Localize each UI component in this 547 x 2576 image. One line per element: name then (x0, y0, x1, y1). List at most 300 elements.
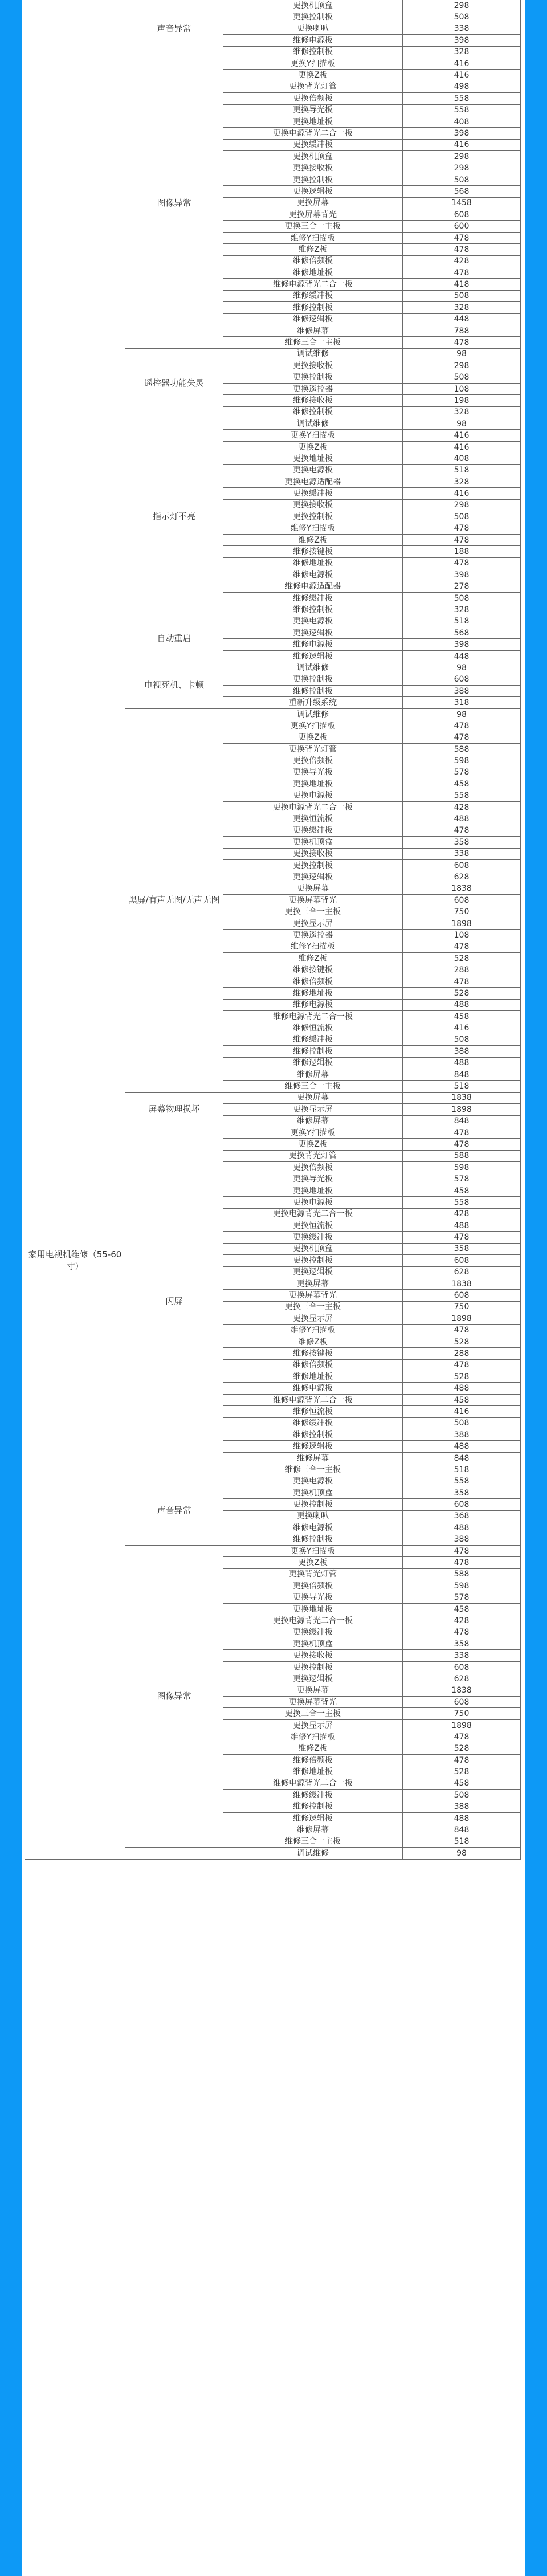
service-item-cell: 更换屏幕背光 (223, 1290, 403, 1301)
service-item-cell: 维修逻辑板 (223, 1057, 403, 1069)
service-item-cell: 更换控制板 (223, 1255, 403, 1266)
price-cell: 848 (403, 1069, 521, 1080)
category-cell (25, 0, 125, 662)
service-item-cell: 维修按键板 (223, 964, 403, 976)
price-cell: 488 (403, 1441, 521, 1452)
price-cell: 298 (403, 0, 521, 11)
price-cell: 1458 (403, 197, 521, 209)
price-cell: 1838 (403, 883, 521, 894)
service-item-cell: 维修Z板 (223, 1743, 403, 1754)
service-item-cell: 更换缓冲板 (223, 139, 403, 150)
price-cell: 478 (403, 1139, 521, 1150)
service-item-cell: 维修电源板 (223, 35, 403, 46)
service-item-cell: 更换三合一主板 (223, 906, 403, 918)
price-cell: 388 (403, 1429, 521, 1441)
price-cell: 416 (403, 70, 521, 81)
price-cell: 518 (403, 464, 521, 476)
service-item-cell: 更换机顶盒 (223, 837, 403, 848)
repair-price-table (25, 0, 521, 1860)
price-cell: 558 (403, 93, 521, 104)
price-cell: 1898 (403, 918, 521, 929)
price-cell: 338 (403, 848, 521, 859)
service-item-cell: 更换遥控器 (223, 930, 403, 941)
service-item-cell: 更换倍频板 (223, 93, 403, 104)
price-cell: 628 (403, 1673, 521, 1685)
price-sheet (22, 0, 525, 2576)
service-item-cell: 维修三合一主板 (223, 1836, 403, 1847)
service-item-cell: 维修接收板 (223, 395, 403, 406)
price-cell: 578 (403, 767, 521, 778)
fault-cell: 电视死机、卡顿 (125, 662, 223, 709)
service-item-cell: 更换Z板 (223, 441, 403, 453)
price-cell: 508 (403, 1417, 521, 1429)
service-item-cell: 更换倍频板 (223, 755, 403, 767)
price-cell: 558 (403, 790, 521, 801)
price-cell: 478 (403, 1127, 521, 1138)
price-cell: 416 (403, 58, 521, 69)
service-item-cell: 调试维修 (223, 1848, 403, 1859)
price-cell: 478 (403, 557, 521, 569)
service-item-cell: 更换电源板 (223, 1476, 403, 1487)
price-cell: 568 (403, 186, 521, 197)
service-item-cell: 维修屏幕 (223, 1069, 403, 1080)
price-cell: 508 (403, 11, 521, 23)
price-cell: 358 (403, 1487, 521, 1499)
price-cell: 408 (403, 453, 521, 464)
price-cell: 558 (403, 1197, 521, 1208)
service-item-cell: 更换电源背光二合一板 (223, 128, 403, 139)
price-cell: 398 (403, 128, 521, 139)
service-item-cell: 维修Z板 (223, 1336, 403, 1347)
fault-cell: 指示灯不亮 (125, 418, 223, 616)
service-item-cell: 更换控制板 (223, 11, 403, 23)
price-cell: 478 (403, 941, 521, 952)
price-cell: 608 (403, 859, 521, 871)
price-cell: 418 (403, 279, 521, 290)
price-cell: 488 (403, 1522, 521, 1534)
service-item-cell: 更换控制板 (223, 511, 403, 523)
price-cell: 488 (403, 1220, 521, 1232)
price-cell: 388 (403, 1534, 521, 1545)
price-cell: 508 (403, 1790, 521, 1801)
service-item-cell: 维修电源板 (223, 1383, 403, 1394)
fault-cell (125, 1848, 223, 1859)
service-item-cell: 更换三合一主板 (223, 221, 403, 232)
price-cell: 338 (403, 1650, 521, 1661)
price-cell: 298 (403, 151, 521, 162)
fault-cell: 自动重启 (125, 616, 223, 662)
service-item-cell: 更换机顶盒 (223, 1243, 403, 1254)
service-item-cell: 更换接收板 (223, 360, 403, 372)
service-item-cell: 更换背光灯管 (223, 1568, 403, 1580)
service-item-cell: 更换倍频板 (223, 1580, 403, 1592)
price-cell: 458 (403, 1603, 521, 1615)
service-item-cell: 更换倍频板 (223, 1162, 403, 1173)
service-item-cell: 维修电源适配器 (223, 581, 403, 592)
service-item-cell: 更换Y扫描板 (223, 720, 403, 732)
price-cell: 408 (403, 116, 521, 127)
price-cell: 1898 (403, 1719, 521, 1731)
price-cell: 478 (403, 732, 521, 743)
price-cell: 416 (403, 441, 521, 453)
service-item-cell: 维修电源板 (223, 999, 403, 1010)
service-item-cell: 更换缓冲板 (223, 1232, 403, 1243)
price-cell: 1838 (403, 1092, 521, 1103)
service-item-cell: 更换喇叭 (223, 1510, 403, 1522)
price-cell: 358 (403, 837, 521, 848)
service-item-cell: 维修地址板 (223, 1766, 403, 1778)
price-cell: 428 (403, 255, 521, 267)
service-item-cell: 更换逻辑板 (223, 1266, 403, 1278)
service-item-cell: 调试维修 (223, 708, 403, 720)
price-cell: 188 (403, 546, 521, 557)
price-cell: 478 (403, 1232, 521, 1243)
service-item-cell: 维修屏幕 (223, 1452, 403, 1464)
price-cell: 608 (403, 895, 521, 906)
service-item-cell: 更换屏幕背光 (223, 209, 403, 221)
service-item-cell: 更换控制板 (223, 1499, 403, 1510)
service-item-cell: 更换三合一主板 (223, 1301, 403, 1313)
table-row (25, 662, 521, 674)
price-cell: 298 (403, 499, 521, 511)
price-cell: 416 (403, 430, 521, 441)
price-cell: 558 (403, 104, 521, 116)
service-item-cell: 更换控制板 (223, 674, 403, 685)
service-item-cell: 调试维修 (223, 348, 403, 360)
service-item-cell: 更换接收板 (223, 848, 403, 859)
service-item-cell: 维修控制板 (223, 406, 403, 418)
price-cell: 398 (403, 569, 521, 581)
service-item-cell: 维修缓冲板 (223, 1417, 403, 1429)
service-item-cell: 维修Y扫描板 (223, 941, 403, 952)
price-cell: 848 (403, 1115, 521, 1127)
price-cell: 358 (403, 1243, 521, 1254)
service-item-cell: 更换接收板 (223, 499, 403, 511)
service-item-cell: 更换机顶盒 (223, 1638, 403, 1650)
price-cell: 848 (403, 1824, 521, 1836)
price-cell: 338 (403, 23, 521, 34)
price-cell: 458 (403, 1778, 521, 1789)
service-item-cell: 维修缓冲板 (223, 1034, 403, 1045)
service-item-cell: 调试维修 (223, 418, 403, 430)
price-cell: 388 (403, 686, 521, 697)
service-item-cell: 更换缓冲板 (223, 1627, 403, 1638)
service-item-cell: 维修Z板 (223, 244, 403, 255)
service-item-cell: 维修屏幕 (223, 1115, 403, 1127)
service-item-cell: 更换Y扫描板 (223, 1545, 403, 1556)
price-cell: 488 (403, 999, 521, 1010)
service-item-cell: 维修地址板 (223, 557, 403, 569)
price-cell: 98 (403, 662, 521, 674)
service-item-cell: 更换屏幕 (223, 1685, 403, 1696)
service-item-cell: 维修电源背光二合一板 (223, 279, 403, 290)
service-item-cell: 维修逻辑板 (223, 313, 403, 325)
price-cell: 416 (403, 1022, 521, 1034)
service-item-cell: 更换喇叭 (223, 23, 403, 34)
service-item-cell: 更换缓冲板 (223, 825, 403, 836)
price-cell: 750 (403, 906, 521, 918)
price-cell: 298 (403, 360, 521, 372)
price-cell: 448 (403, 313, 521, 325)
service-item-cell: 更换控制板 (223, 859, 403, 871)
service-item-cell: 维修控制板 (223, 686, 403, 697)
price-cell: 108 (403, 383, 521, 394)
service-item-cell: 更换控制板 (223, 372, 403, 383)
price-cell: 600 (403, 221, 521, 232)
price-cell: 428 (403, 1208, 521, 1220)
price-cell: 98 (403, 348, 521, 360)
service-item-cell: 更换地址板 (223, 778, 403, 790)
service-item-cell: 维修恒流板 (223, 1406, 403, 1417)
price-cell: 478 (403, 267, 521, 278)
service-item-cell: 维修倍频板 (223, 976, 403, 987)
service-item-cell: 维修按键板 (223, 546, 403, 557)
price-cell: 608 (403, 1255, 521, 1266)
service-item-cell: 更换屏幕 (223, 883, 403, 894)
service-item-cell: 更换地址板 (223, 116, 403, 127)
category-cell: 家用电视机维修（55-60寸） (25, 662, 125, 1859)
service-item-cell: 维修Y扫描板 (223, 232, 403, 243)
price-cell: 528 (403, 988, 521, 999)
price-cell: 416 (403, 488, 521, 499)
service-item-cell: 更换控制板 (223, 174, 403, 185)
service-item-cell: 更换屏幕背光 (223, 895, 403, 906)
price-cell: 558 (403, 1476, 521, 1487)
service-item-cell: 维修控制板 (223, 302, 403, 313)
price-cell: 478 (403, 523, 521, 534)
table-row (25, 0, 521, 11)
service-item-cell: 更换地址板 (223, 1185, 403, 1196)
service-item-cell: 维修倍频板 (223, 1359, 403, 1371)
service-item-cell: 更换导光板 (223, 104, 403, 116)
service-item-cell: 更换电源板 (223, 1197, 403, 1208)
price-cell: 478 (403, 1627, 521, 1638)
price-cell: 458 (403, 1010, 521, 1022)
price-cell: 608 (403, 1661, 521, 1673)
price-cell: 578 (403, 1592, 521, 1603)
service-item-cell: 维修Y扫描板 (223, 1731, 403, 1743)
price-cell: 328 (403, 46, 521, 58)
price-cell: 318 (403, 697, 521, 708)
price-cell: 1898 (403, 1104, 521, 1115)
price-cell: 608 (403, 1697, 521, 1708)
price-cell: 568 (403, 627, 521, 639)
fault-cell: 声音异常 (125, 1476, 223, 1545)
price-cell: 478 (403, 1545, 521, 1556)
service-item-cell: 维修倍频板 (223, 255, 403, 267)
price-cell: 508 (403, 1034, 521, 1045)
service-item-cell: 维修屏幕 (223, 1824, 403, 1836)
service-item-cell: 更换背光灯管 (223, 1150, 403, 1161)
service-item-cell: 维修恒流板 (223, 1022, 403, 1034)
price-table-body (25, 0, 521, 1859)
service-item-cell: 维修三合一主板 (223, 337, 403, 348)
service-item-cell: 维修Z板 (223, 534, 403, 545)
price-cell: 478 (403, 1557, 521, 1568)
price-cell: 508 (403, 592, 521, 604)
price-cell: 518 (403, 1464, 521, 1476)
price-cell: 98 (403, 1848, 521, 1859)
service-item-cell: 更换Y扫描板 (223, 58, 403, 69)
price-cell: 598 (403, 755, 521, 767)
service-item-cell: 更换屏幕背光 (223, 1697, 403, 1708)
price-cell: 1838 (403, 1685, 521, 1696)
fault-cell: 遥控器功能失灵 (125, 348, 223, 418)
price-cell: 98 (403, 708, 521, 720)
service-item-cell: 更换屏幕 (223, 1278, 403, 1289)
service-item-cell: 更换显示屏 (223, 1313, 403, 1324)
price-cell: 428 (403, 1615, 521, 1627)
service-item-cell: 更换Z板 (223, 70, 403, 81)
service-item-cell: 维修控制板 (223, 1046, 403, 1057)
price-cell: 388 (403, 1046, 521, 1057)
price-cell: 98 (403, 418, 521, 430)
service-item-cell: 更换电源板 (223, 790, 403, 801)
price-cell: 198 (403, 395, 521, 406)
service-item-cell: 维修电源背光二合一板 (223, 1010, 403, 1022)
service-item-cell: 调试维修 (223, 662, 403, 674)
price-cell: 608 (403, 1290, 521, 1301)
service-item-cell: 维修逻辑板 (223, 650, 403, 662)
price-cell: 528 (403, 1336, 521, 1347)
service-item-cell: 更换接收板 (223, 162, 403, 174)
price-cell: 498 (403, 81, 521, 92)
price-cell: 628 (403, 1266, 521, 1278)
price-cell: 328 (403, 406, 521, 418)
price-cell: 588 (403, 1150, 521, 1161)
price-cell: 518 (403, 1081, 521, 1092)
price-cell: 488 (403, 1057, 521, 1069)
price-cell: 1838 (403, 1278, 521, 1289)
price-cell: 1898 (403, 1313, 521, 1324)
service-item-cell: 维修电源背光二合一板 (223, 1778, 403, 1789)
service-item-cell: 维修电源板 (223, 569, 403, 581)
price-cell: 458 (403, 778, 521, 790)
price-cell: 488 (403, 813, 521, 825)
price-cell: 478 (403, 534, 521, 545)
service-item-cell: 更换背光灯管 (223, 744, 403, 755)
service-item-cell: 更换接收板 (223, 1650, 403, 1661)
price-cell: 478 (403, 337, 521, 348)
price-cell: 458 (403, 1185, 521, 1196)
service-item-cell: 更换电源背光二合一板 (223, 1208, 403, 1220)
price-cell: 608 (403, 674, 521, 685)
service-item-cell: 更换电源背光二合一板 (223, 1615, 403, 1627)
service-item-cell: 更换逻辑板 (223, 627, 403, 639)
fault-cell: 闪屏 (125, 1127, 223, 1476)
service-item-cell: 维修Y扫描板 (223, 1324, 403, 1336)
price-cell: 388 (403, 1801, 521, 1812)
price-cell: 528 (403, 1371, 521, 1383)
service-item-cell: 更换Z板 (223, 1139, 403, 1150)
service-item-cell: 更换缓冲板 (223, 488, 403, 499)
fault-cell: 图像异常 (125, 1545, 223, 1847)
price-cell: 416 (403, 139, 521, 150)
service-item-cell: 维修逻辑板 (223, 1441, 403, 1452)
service-item-cell: 更换显示屏 (223, 1104, 403, 1115)
price-cell: 448 (403, 650, 521, 662)
price-cell: 578 (403, 1173, 521, 1185)
service-item-cell: 维修电源板 (223, 639, 403, 650)
price-cell: 528 (403, 1766, 521, 1778)
service-item-cell: 维修控制板 (223, 1801, 403, 1812)
fault-cell: 图像异常 (125, 58, 223, 348)
service-item-cell: 维修按键板 (223, 1348, 403, 1359)
price-cell: 288 (403, 964, 521, 976)
price-cell: 598 (403, 1162, 521, 1173)
price-cell: 508 (403, 511, 521, 523)
price-cell: 478 (403, 825, 521, 836)
price-cell: 488 (403, 1383, 521, 1394)
price-cell: 588 (403, 744, 521, 755)
service-item-cell: 维修缓冲板 (223, 592, 403, 604)
price-cell: 416 (403, 1406, 521, 1417)
service-item-cell: 更换Z板 (223, 732, 403, 743)
service-item-cell: 维修缓冲板 (223, 1790, 403, 1801)
price-cell: 358 (403, 1638, 521, 1650)
price-cell: 428 (403, 801, 521, 813)
service-item-cell: 更换地址板 (223, 453, 403, 464)
service-item-cell: 更换遥控器 (223, 383, 403, 394)
price-cell: 848 (403, 1452, 521, 1464)
price-cell: 628 (403, 871, 521, 883)
price-cell: 598 (403, 1580, 521, 1592)
price-cell: 288 (403, 1348, 521, 1359)
price-cell: 478 (403, 1754, 521, 1766)
price-cell: 398 (403, 639, 521, 650)
service-item-cell: 维修缓冲板 (223, 290, 403, 301)
service-item-cell: 维修逻辑板 (223, 1812, 403, 1824)
price-cell: 518 (403, 616, 521, 627)
price-cell: 478 (403, 720, 521, 732)
price-cell: 328 (403, 604, 521, 616)
price-cell: 528 (403, 953, 521, 964)
service-item-cell: 更换电源板 (223, 464, 403, 476)
price-cell: 478 (403, 976, 521, 987)
service-item-cell: 维修屏幕 (223, 325, 403, 336)
price-cell: 108 (403, 930, 521, 941)
service-item-cell: 维修地址板 (223, 988, 403, 999)
price-cell: 750 (403, 1708, 521, 1719)
service-item-cell: 重新升级系统 (223, 697, 403, 708)
price-cell: 478 (403, 1324, 521, 1336)
price-cell: 518 (403, 1836, 521, 1847)
service-item-cell: 更换导光板 (223, 1173, 403, 1185)
service-item-cell: 更换电源适配器 (223, 476, 403, 488)
service-item-cell: 更换恒流板 (223, 1220, 403, 1232)
service-item-cell: 维修地址板 (223, 267, 403, 278)
service-item-cell: 更换地址板 (223, 1603, 403, 1615)
price-cell: 750 (403, 1301, 521, 1313)
price-cell: 478 (403, 1731, 521, 1743)
service-item-cell: 更换控制板 (223, 1661, 403, 1673)
service-item-cell: 更换背光灯管 (223, 81, 403, 92)
service-item-cell: 更换逻辑板 (223, 871, 403, 883)
price-cell: 278 (403, 581, 521, 592)
service-item-cell: 维修三合一主板 (223, 1464, 403, 1476)
service-item-cell: 更换Y扫描板 (223, 430, 403, 441)
price-cell: 298 (403, 162, 521, 174)
price-cell: 528 (403, 1743, 521, 1754)
service-item-cell: 更换导光板 (223, 1592, 403, 1603)
price-cell: 398 (403, 35, 521, 46)
service-item-cell: 更换逻辑板 (223, 186, 403, 197)
service-item-cell: 维修控制板 (223, 604, 403, 616)
service-item-cell: 维修三合一主板 (223, 1081, 403, 1092)
service-item-cell: 维修控制板 (223, 1534, 403, 1545)
service-item-cell: 更换导光板 (223, 767, 403, 778)
service-item-cell: 更换机顶盒 (223, 1487, 403, 1499)
